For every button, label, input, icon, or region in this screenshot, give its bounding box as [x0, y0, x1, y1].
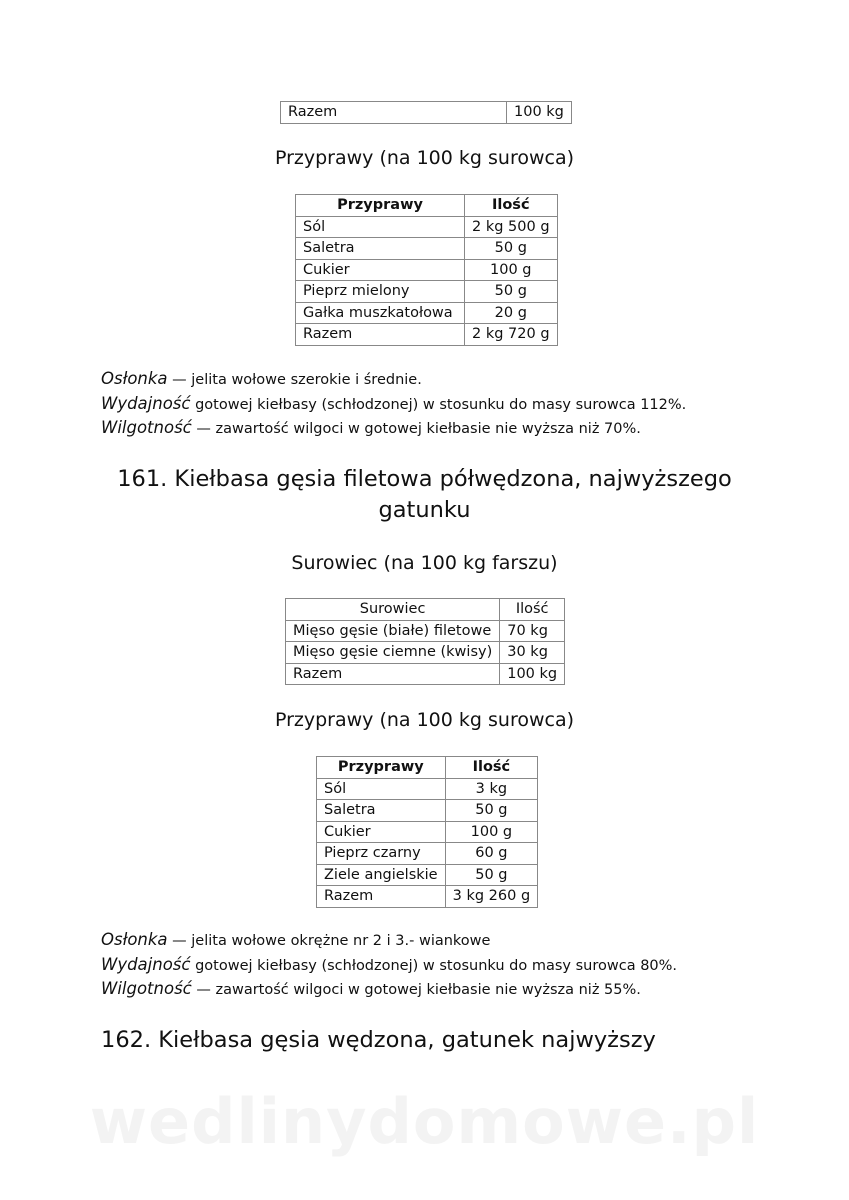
- section-title-162: 162. Kiełbasa gęsia wędzona, gatunek najwyższy: [101, 1027, 656, 1053]
- cell-amount: 50 g: [445, 864, 538, 886]
- cell-name: Saletra: [296, 238, 465, 260]
- top-total-table: [280, 101, 572, 124]
- spices-heading-160: Przyprawy (na 100 kg surowca): [274, 147, 575, 169]
- note-key: Wilgotność: [101, 979, 192, 998]
- cell-name: Sól: [296, 216, 465, 238]
- table-row: [317, 800, 538, 822]
- cell-amount: 3 kg: [445, 778, 538, 800]
- table-row: [317, 843, 538, 865]
- cell-name: Saletra: [317, 800, 446, 822]
- cell-amount: 70 kg: [500, 620, 565, 642]
- cell-name: Pieprz czarny: [317, 843, 446, 865]
- cell-name: Pieprz mielony: [296, 281, 465, 303]
- table-row: [296, 281, 558, 303]
- note-key: Wydajność: [101, 955, 191, 974]
- note-key: Osłonka: [101, 930, 168, 949]
- table-row: [296, 324, 558, 346]
- cell-name: Gałka muszkatołowa: [296, 302, 465, 324]
- cell-amount: 100 kg: [500, 663, 565, 685]
- cell-name: Cukier: [317, 821, 446, 843]
- cell-name: Mięso gęsie ciemne (kwisy): [286, 642, 500, 664]
- table-row: [296, 259, 558, 281]
- note-key: Osłonka: [101, 369, 168, 388]
- table-row: [296, 216, 558, 238]
- cell-amount: 100 g: [445, 821, 538, 843]
- title-line: 161. Kiełbasa gęsia filetowa półwędzona, najwyższego: [117, 466, 732, 492]
- column-header: Surowiec: [286, 599, 500, 621]
- table-header-row: [317, 757, 538, 779]
- cell-name: Cukier: [296, 259, 465, 281]
- raw-table-161: [285, 598, 565, 685]
- section-title-161: [0, 464, 849, 526]
- table-row: [317, 864, 538, 886]
- cell-name: Ziele angielskie: [317, 864, 446, 886]
- note-key: Wydajność: [101, 394, 191, 413]
- note-text: gotowej kiełbasy (schłodzonej) w stosunku do masy surowca 80%.: [190, 958, 678, 974]
- total-label: Razem: [281, 102, 507, 124]
- table-row: [286, 620, 565, 642]
- cell-amount: 50 g: [465, 281, 558, 303]
- spices-table-160: [295, 194, 558, 346]
- note-text: — jelita wołowe okrężne nr 2 i 3.- wiankowe: [167, 933, 491, 949]
- spices-table-161: [316, 756, 538, 908]
- table-row: [286, 642, 565, 664]
- table-header-row: [296, 195, 558, 217]
- cell-amount: 50 g: [465, 238, 558, 260]
- cell-name: Razem: [286, 663, 500, 685]
- table-header-row: [286, 599, 565, 621]
- table-row: [286, 663, 565, 685]
- note-text: — zawartość wilgoci w gotowej kiełbasie nie wyższa niż 70%.: [191, 421, 641, 437]
- cell-amount: 20 g: [465, 302, 558, 324]
- raw-heading-161: Surowiec (na 100 kg farszu): [291, 552, 558, 574]
- cell-amount: 30 kg: [500, 642, 565, 664]
- table-row: [296, 238, 558, 260]
- cell-name: Mięso gęsie (białe) filetowe: [286, 620, 500, 642]
- moisture-note-161: [101, 979, 641, 998]
- note-text: gotowej kiełbasy (schłodzonej) w stosunku do masy surowca 112%.: [190, 397, 687, 413]
- column-header: Przyprawy: [317, 757, 446, 779]
- note-key: Wilgotność: [101, 418, 192, 437]
- cell-amount: 50 g: [445, 800, 538, 822]
- spices-heading-161: Przyprawy (na 100 kg surowca): [274, 709, 575, 731]
- watermark: wedlinydomowe.pl: [89, 1085, 760, 1158]
- moisture-note-160: [101, 418, 641, 437]
- table-row: [317, 778, 538, 800]
- note-text: — jelita wołowe szerokie i średnie.: [167, 372, 422, 388]
- cell-name: Razem: [296, 324, 465, 346]
- yield-note-161: [101, 955, 677, 974]
- table-row: [317, 886, 538, 908]
- casing-note-160: [101, 369, 422, 388]
- table-row: [281, 102, 572, 124]
- column-header: Przyprawy: [296, 195, 465, 217]
- cell-name: Sól: [317, 778, 446, 800]
- title-line: gatunku: [378, 497, 471, 523]
- yield-note-160: [101, 394, 686, 413]
- total-value: 100 kg: [507, 102, 572, 124]
- casing-note-161: [101, 930, 490, 949]
- cell-amount: 100 g: [465, 259, 558, 281]
- column-header: Ilość: [445, 757, 538, 779]
- table-row: [296, 302, 558, 324]
- column-header: Ilość: [500, 599, 565, 621]
- cell-amount: 3 kg 260 g: [445, 886, 538, 908]
- cell-name: Razem: [317, 886, 446, 908]
- column-header: Ilość: [465, 195, 558, 217]
- cell-amount: 60 g: [445, 843, 538, 865]
- table-row: [317, 821, 538, 843]
- cell-amount: 2 kg 500 g: [465, 216, 558, 238]
- note-text: — zawartość wilgoci w gotowej kiełbasie nie wyższa niż 55%.: [191, 982, 641, 998]
- cell-amount: 2 kg 720 g: [465, 324, 558, 346]
